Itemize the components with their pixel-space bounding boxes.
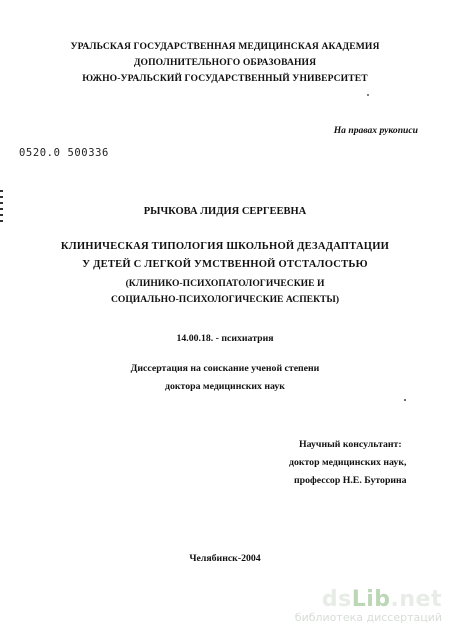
city-year: Челябинск-2004 [189, 553, 261, 564]
manuscript-rights-note: На правах рукописи [333, 125, 418, 136]
subtitle-line-2: СОЦИАЛЬНО-ПСИХОЛОГИЧЕСКИЕ АСПЕКТЫ) [110, 294, 340, 305]
institution-line-3: ЮЖНО-УРАЛЬСКИЙ ГОСУДАРСТВЕННЫЙ УНИВЕРСИТЕТ [82, 73, 368, 84]
dissertation-line-1: Диссертация на соискание ученой степени [130, 363, 320, 374]
subtitle-line-1: (КЛИНИКО-ПСИХОПАТОЛОГИЧЕСКИЕ И [125, 278, 325, 289]
watermark [295, 589, 442, 624]
author-name: РЫЧКОВА ЛИДИЯ СЕРГЕЕВНА [143, 206, 307, 217]
watermark-subtitle: библиотека диссертаций [294, 611, 442, 624]
title-line-1: КЛИНИЧЕСКАЯ ТИПОЛОГИЯ ШКОЛЬНОЙ ДЕЗАДАПТАЦИИ [60, 241, 390, 252]
consultant-degree: доктор медицинских наук, [289, 457, 407, 468]
consultant-name: профессор Н.Е. Буторина [294, 475, 407, 486]
title-line-2: У ДЕТЕЙ С ЛЕГКОЙ УМСТВЕННОЙ ОТСТАЛОСТЬЮ [82, 259, 368, 270]
stamp-code: 0520.0 500336 [19, 147, 109, 159]
scan-speck [404, 399, 406, 401]
watermark-logo: dsLib.net [321, 587, 442, 612]
institution-line-1: УРАЛЬСКАЯ ГОСУДАРСТВЕННАЯ МЕДИЦИНСКАЯ АКАДЕМИЯ [70, 41, 380, 52]
institution-line-2: ДОПОЛНИТЕЛЬНОГО ОБРАЗОВАНИЯ [133, 57, 317, 68]
consultant-heading: Научный консультант: [299, 439, 402, 450]
dissertation-line-2: доктора медицинских наук [165, 381, 285, 392]
scan-speck [367, 94, 369, 96]
specialty: 14.00.18. - психиатрия [176, 333, 274, 344]
